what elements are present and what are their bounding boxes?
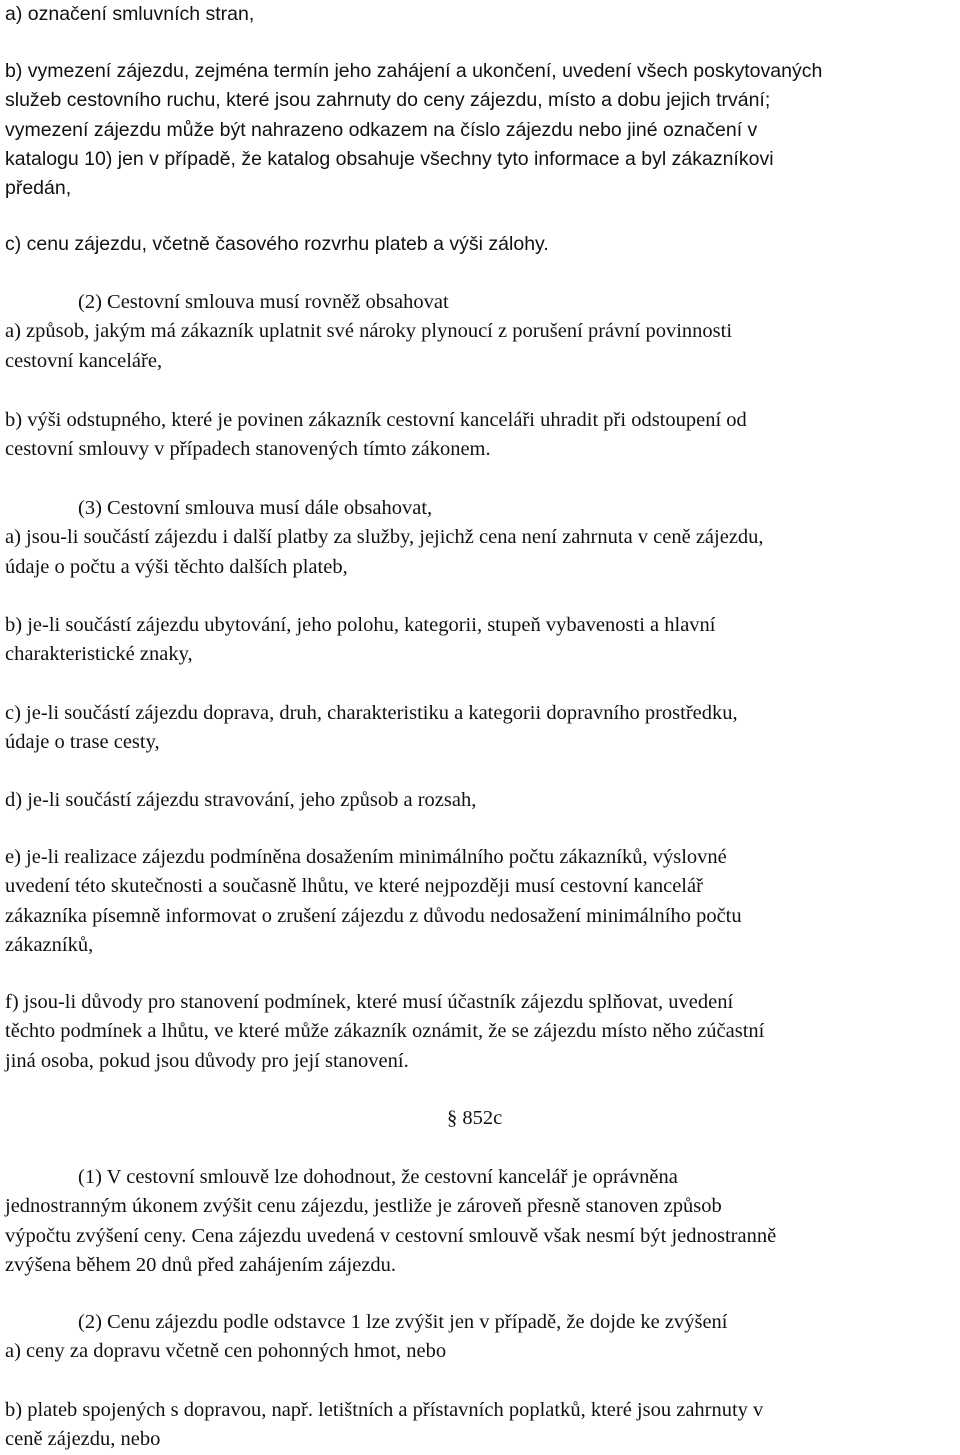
text-line: cestovní kanceláře, <box>5 349 163 372</box>
paragraph-3 <box>5 494 955 582</box>
text-line: předán, <box>5 177 72 200</box>
text-line: výpočtu zvýšení ceny. Cena zájezdu uvedená v cestovní smlouvě však nesmí být jednostranně <box>5 1224 777 1247</box>
text-line: d) je-li součástí zájezdu stravování, jeho způsob a rozsah, <box>5 789 477 811</box>
text-line: zákazníka písemně informovat o zrušení zájezdu z důvodu nedosažení minimálního počtu <box>5 904 742 927</box>
item-b-trip-definition <box>5 57 955 203</box>
paragraph-2-item-b <box>5 406 955 465</box>
paragraph-3-item-f <box>5 988 955 1076</box>
text-line: katalogu 10) jen v případě, že katalog obsahuje všechny tyto informace a byl zákazníkovi <box>5 147 774 170</box>
paragraph-2 <box>5 288 955 376</box>
paragraph-intro: (3) Cestovní smlouva musí dále obsahovat, <box>78 497 433 519</box>
text-line: uvedení této skutečnosti a současně lhůtu, ve které nejpozději musí cestovní kancelář <box>5 875 703 898</box>
text-line: údaje o trase cesty, <box>5 731 160 754</box>
paragraph-intro: (2) Cenu zájezdu podle odstavce 1 lze zvýšit jen v případě, že dojde ke zvýšení <box>78 1311 728 1333</box>
text-line: a) jsou-li součástí zájezdu i další platby za služby, jejichž cena není zahrnuta v ceně zájezdu, <box>5 526 764 549</box>
text-line: a) označení smluvních stran, <box>5 3 255 25</box>
section-heading-852c: § 852c <box>447 1107 503 1129</box>
paragraph-3-item-e <box>5 843 955 960</box>
text-line: cestovní smlouvy v případech stanovených tímto zákonem. <box>5 438 491 461</box>
text-line: zákazníků, <box>5 933 94 956</box>
text-line: ceně zájezdu, nebo <box>5 1428 161 1451</box>
text-line: c) je-li součástí zájezdu doprava, druh, charakteristiku a kategorii dopravního prostředku, <box>5 702 738 724</box>
text-line: údaje o počtu a výši těchto dalších plateb, <box>5 555 348 578</box>
text-line: vymezení zájezdu může být nahrazeno odkazem na číslo zájezdu nebo jiné označení v <box>5 118 758 141</box>
text-line: a) způsob, jakým má zákazník uplatnit své nároky plynoucí z porušení právní povinnosti <box>5 320 733 343</box>
paragraph-3-item-c <box>5 699 955 758</box>
paragraph-3-item-d <box>5 786 955 815</box>
text-line: b) je-li součástí zájezdu ubytování, jeho polohu, kategorii, stupeň vybavenosti a hlavní <box>5 614 716 636</box>
text-line: c) cenu zájezdu, včetně časového rozvrhu plateb a výši zálohy. <box>5 233 549 255</box>
text-line: b) plateb spojených s dopravou, např. letištních a přístavních poplatků, které jsou zahrnuty v <box>5 1399 764 1421</box>
paragraph-intro: (2) Cestovní smlouva musí rovněž obsahovat <box>78 291 449 313</box>
text-line: těchto podmínek a lhůtu, ve které může zákazník oznámit, že se zájezdu místo něho zúčastní <box>5 1020 765 1043</box>
text-line: b) výši odstupného, které je povinen zákazník cestovní kanceláři uhradit při odstoupení od <box>5 409 747 431</box>
item-a-contract-parties <box>5 0 955 29</box>
text-line: zvýšena během 20 dnů před zahájením zájezdu. <box>5 1253 397 1276</box>
item-c-trip-price <box>5 230 955 259</box>
text-line: f) jsou-li důvody pro stanovení podmínek, které musí účastník zájezdu splňovat, uvedení <box>5 991 734 1013</box>
text-line: e) je-li realizace zájezdu podmíněna dosažením minimálního počtu zákazníků, výslovné <box>5 846 727 868</box>
text-line: jednostranným úkonem zvýšit cenu zájezdu, jestliže je zároveň přesně stanoven způsob <box>5 1195 722 1218</box>
section-852c-paragraph-1 <box>5 1163 955 1280</box>
text-line: jiná osoba, pokud jsou důvody pro její stanovení. <box>5 1049 409 1072</box>
text-line: služeb cestovního ruchu, které jsou zahrnuty do ceny zájezdu, místo a dobu jejich trvání; <box>5 89 771 112</box>
text-line: charakteristické znaky, <box>5 643 193 666</box>
text-line: (1) V cestovní smlouvě lze dohodnout, že cestovní kancelář je oprávněna <box>78 1166 678 1188</box>
text-line: a) ceny za dopravu včetně cen pohonných hmot, nebo <box>5 1340 447 1363</box>
paragraph-3-item-b <box>5 611 955 670</box>
section-852c-paragraph-2-item-b <box>5 1396 955 1455</box>
text-line: b) vymezení zájezdu, zejména termín jeho zahájení a ukončení, uvedení všech poskytovaných <box>5 60 823 82</box>
section-852c-paragraph-2 <box>5 1308 955 1367</box>
